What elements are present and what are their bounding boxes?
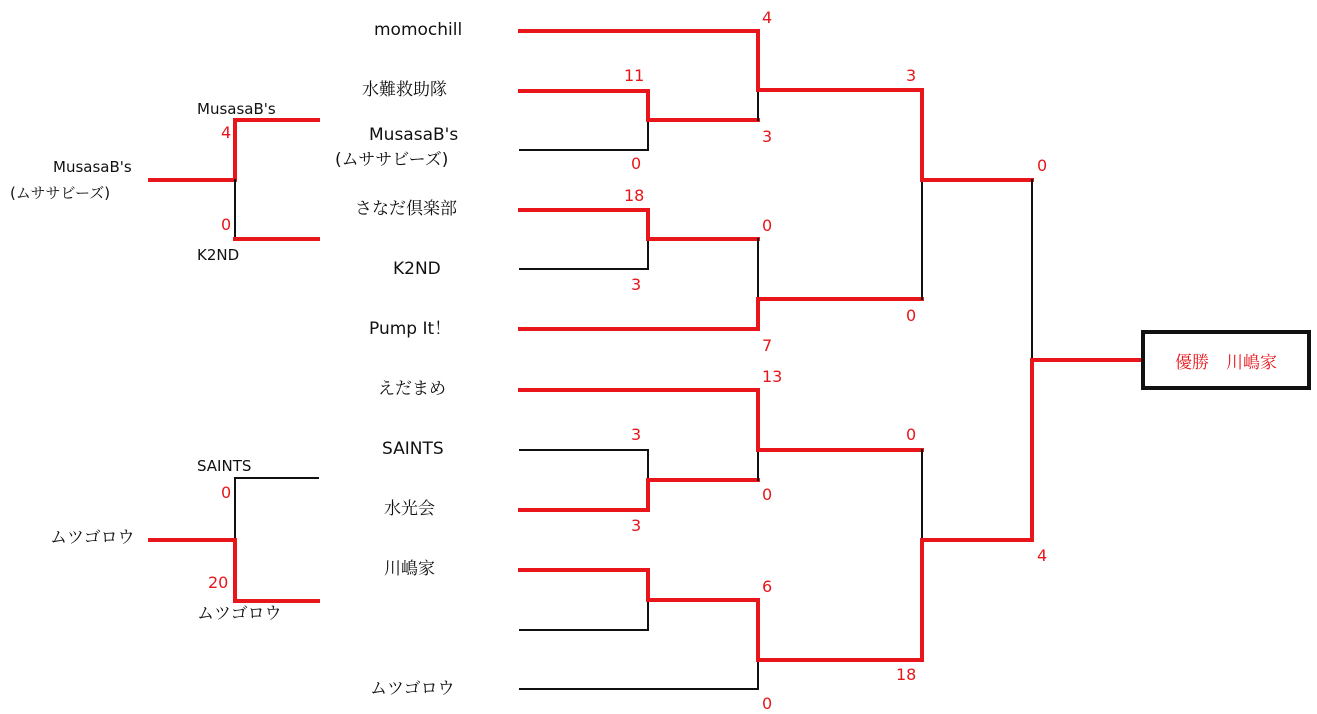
r1-t2-line [520,91,648,120]
q-top-score-a: 4 [221,123,232,142]
team-sanada: さなだ倶楽部 [355,199,457,219]
r1-t3-line [520,120,648,150]
score-r2-b: 0 [762,216,773,235]
score-final-bot: 4 [1037,546,1048,565]
score-r2-d: 6 [762,577,773,596]
team-kawashima: 川嶋家 [384,559,435,579]
team-musasa-2: (ムササビーズ) [335,150,449,170]
score-r2-t1: 4 [762,8,773,27]
team-pumpit: Pump It！ [369,319,452,339]
score-r1-t9: 3 [631,516,642,535]
q-bot-score-b: 20 [208,573,229,592]
score-r2-c: 0 [762,485,773,504]
team-saints: SAINTS [382,439,444,459]
r1-t4-line [520,210,648,239]
score-sf-top: 3 [906,66,917,85]
score-sf-bot: 0 [906,425,917,444]
q-top-score-b: 0 [221,215,232,234]
team-mutsugorou: ムツゴロウ [370,679,455,699]
score-r2-t6: 7 [762,336,773,355]
team-momochill: momochill [374,20,463,40]
r1-empty-line [520,600,648,630]
score-sf-bot2: 18 [896,665,917,684]
score-final-top: 0 [1037,156,1048,175]
score-sf-top2: 0 [906,306,917,325]
score-r2-a: 3 [762,127,773,146]
champion-box [1141,330,1311,390]
score-r1-t8: 3 [631,425,642,444]
r1-t8-line [520,450,648,480]
team-musasa-1: MusasaB's [369,125,459,145]
r2-t11-line [520,660,758,689]
q-top-team-a: MusasaB's [197,100,276,118]
score-r1-t4: 18 [624,186,645,205]
r1-t9-line [520,480,648,510]
team-k2nd: K2ND [393,259,441,279]
r1-t10-line [520,570,648,600]
score-r2-t11: 0 [762,694,773,713]
q-bot-team-b: ムツゴロウ [197,604,282,624]
q-top-team-b: K2ND [197,246,240,264]
team-edamame: えだまめ [378,379,446,399]
score-r2-t7: 13 [762,367,783,386]
q-bot-score-a: 0 [221,483,232,502]
q-bot-team-a: SAINTS [197,457,252,475]
score-r1-t5: 3 [631,275,642,294]
score-r1-t2: 11 [624,66,645,85]
score-r1-t3: 0 [631,154,642,173]
q-top-winner-1: MusasaB's [53,158,132,176]
team-suinan: 水難救助隊 [362,80,447,100]
q-top-winner-2: (ムササビーズ) [10,184,111,202]
team-suikoukai: 水光会 [384,499,435,519]
q-bot-winner: ムツゴロウ [50,528,135,548]
r2-t6-line [520,299,758,329]
champion-label: 優勝 川嶋家 [1175,352,1277,373]
r1-t5-line [520,239,648,269]
